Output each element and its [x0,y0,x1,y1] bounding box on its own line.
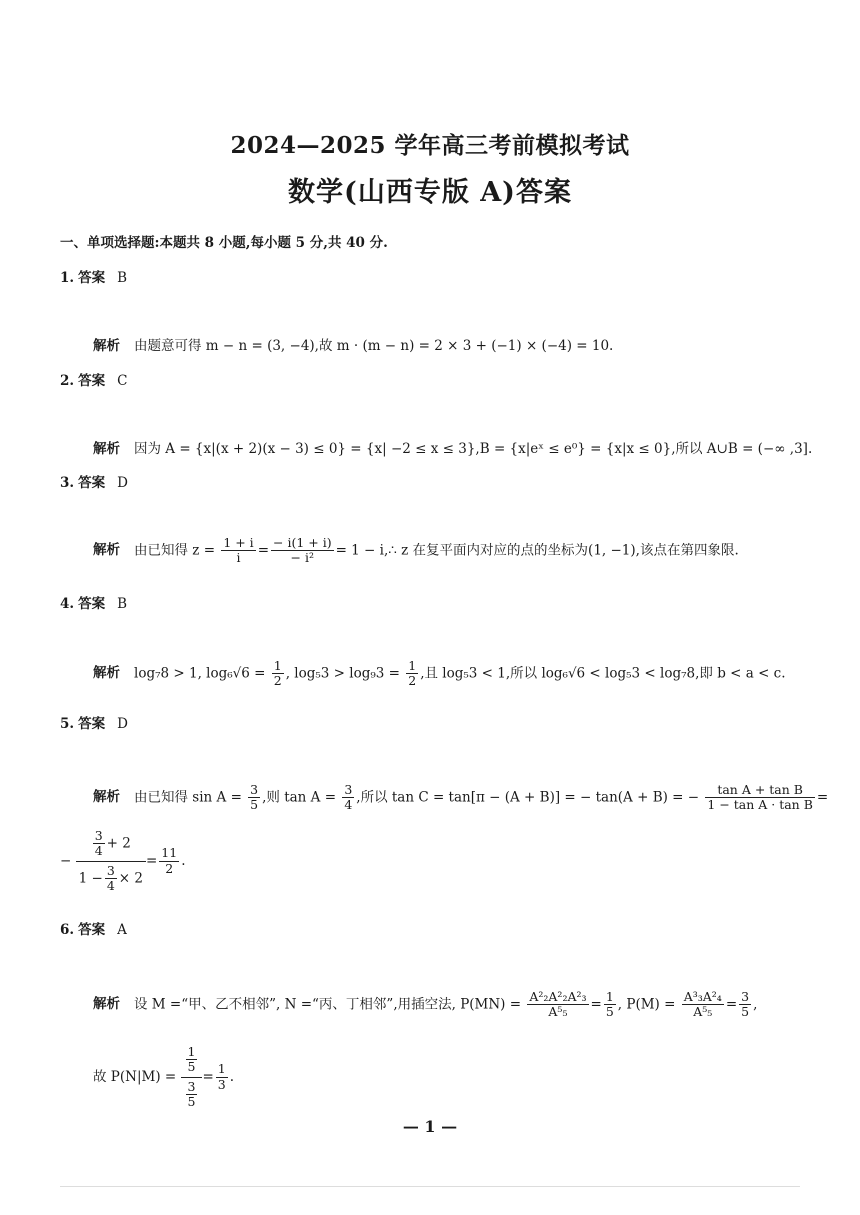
fraction-denominator: 2 [408,673,417,689]
q6-number: 6. [60,922,75,938]
fraction-denominator: 2 [273,673,282,689]
fraction-denominator: 5 [605,1004,614,1020]
compound-denominator [76,862,146,894]
fraction-numerator: A³₃A²₄ [683,989,722,1004]
q5-minus: − [60,852,72,869]
fraction-numerator: 3 [344,782,353,797]
fraction-denominator: 3 [217,1076,226,1092]
fraction-denominator: 4 [344,797,353,813]
fraction-numerator: 1 [217,1061,226,1077]
q5-analysis-a: 由已知得 sin A = [134,789,242,806]
bottom-divider [60,1186,800,1187]
answer-label: 答案 [78,475,106,491]
fraction-numerator: 3 [94,828,103,843]
answer-label: 答案 [78,596,106,612]
compound-numerator [181,1045,203,1078]
q5-fraction-tan [342,783,354,813]
fraction-denominator: A⁵₅ [548,1004,568,1020]
q5-fraction-tan-sum [705,783,815,813]
fraction-denominator: 4 [94,843,103,859]
answer-label: 答案 [78,373,106,389]
fraction-denominator: A⁵₅ [693,1004,713,1020]
fraction-denominator: − i² [290,550,315,566]
q5-analysis-line-1 [93,783,828,813]
q6-fraction-pm [682,990,724,1020]
q5-analysis-b: ,则 tan A = [262,789,337,806]
q1-answer-line [60,266,127,286]
fraction-numerator: 3 [250,782,259,797]
q5-den-head: 1 − [78,870,103,887]
q3-answer-line [60,471,128,491]
fraction-numerator: A²₂A²₂A²₃ [529,989,587,1004]
q5-number: 5. [60,716,75,732]
fraction-numerator: − i(1 + i) [273,535,332,550]
q1-analysis: 由题意可得 m − n = (3, −4),故 m · (m − n) = 2 × 3 + (−1) × (−4) = 10. [134,338,614,354]
analysis-label: 解析 [93,441,120,457]
q6-inner-one-fifth [186,1045,198,1075]
fraction-numerator: 3 [106,862,115,878]
q6-answer-line [60,918,127,938]
fraction-denominator: 5 [187,1094,196,1110]
page-number: — 1 — [402,1117,458,1136]
q4-analysis-a: log₇8 > 1, log₆√6 = [134,665,266,682]
fraction-numerator: 1 [605,989,614,1004]
fraction-numerator: 1 [187,1044,196,1059]
section-heading: 一、单项选择题:本题共 8 小题,每小题 5 分,共 40 分. [60,235,388,251]
analysis-label: 解析 [93,338,120,354]
q6-answer: A [117,922,127,938]
q5-eq: = [816,789,829,806]
q1-analysis-line [93,334,613,354]
fraction-numerator: 11 [161,845,178,861]
analysis-label: 解析 [93,996,120,1013]
q6-line2-a: 故 P(N|M) = [93,1068,177,1085]
q6-fraction-one-fifth [604,990,616,1020]
answer-label: 答案 [78,716,106,732]
q3-analysis-pre: 由已知得 z = [134,542,216,559]
q3-number: 3. [60,475,75,491]
analysis-label: 解析 [93,542,120,559]
q5-den-tail: × 2 [118,870,143,887]
q2-analysis-line [93,437,812,457]
fraction-numerator: 1 [408,658,417,673]
fraction-numerator: 1 [273,658,282,673]
exam-subtitle: 数学(山西专版 A)答案 [288,177,572,208]
q3-analysis-line: 解析 由已知得 z = $\frac{1 + i}{i}$ = $\frac{- i(1 + i)}{\text{− i²}}$ = 1 − i,∴ z 在复平面内对应的点的坐标为(1, −1),该点在第四象限. [93,535,739,566]
q6-result-fraction [216,1062,228,1092]
q4-answer-line [60,592,127,612]
fraction-numerator: 3 [187,1078,196,1094]
q6-fraction-three-fifths [739,990,751,1020]
fraction-denominator: 5 [187,1059,196,1075]
q6-analysis-a: 设 M =“甲、乙不相邻”, N =“丙、丁相邻”,用插空法, P(MN) = [134,996,522,1013]
fraction-denominator: 1 − tan A · tan B [707,797,813,813]
answer-label: 答案 [78,922,106,938]
q5-eq2: = [145,852,158,869]
analysis-label: 解析 [93,789,120,806]
q5-answer-line [60,712,128,732]
q4-analysis-b: , log₅3 > log₉3 = [285,665,400,682]
q5-analysis-line-2 [60,829,185,894]
q6-analysis-line-1: 解析 设 M =“甲、乙不相邻”, N =“丙、丁相邻”,用插空法, P(MN) = $\frac{\text{A²₂A²₂A²₃}}{\text{A⁵₅}}$ = $\frac{1}{5}$ , P(M) = $\frac{\text{A³₃A²₄}}{\text{A⁵₅}}$ = $\frac{3}{5}$ , [93,989,758,1020]
q6-fraction-pmn [527,990,588,1020]
q4-analysis-c: ,且 log₅3 < 1,所以 log₆√6 < log₅3 < log₇8,即 b < a < c. [420,665,786,682]
q6-comma: , [753,996,758,1013]
q5-result-fraction [159,846,179,876]
compound-numerator [76,829,146,862]
q3-analysis-post: = 1 − i,∴ z 在复平面内对应的点的坐标为(1, −1),该点在第四象限. [335,542,739,559]
q3-fraction-2 [271,536,334,566]
fraction-denominator: 5 [741,1004,750,1020]
q2-analysis: 因为 A = {x|(x + 2)(x − 3) ≤ 0} = {x| −2 ≤ x ≤ 3},B = {x|eˣ ≤ e⁰} = {x|x ≤ 0},所以 A∪B = (−∞ ,3]. [134,441,813,457]
q1-answer: B [117,270,128,286]
q6-analysis-line-2: 故 P(N|M) = $\frac{\frac{1}{5}}{\frac{3}{5}}$ = $\frac{1}{3}$ . [93,1044,235,1110]
q1-number: 1. [60,270,75,286]
q4-answer: B [117,596,128,612]
q5-num-tail: + 2 [106,835,131,852]
q6-inner-three-fifths [186,1080,198,1110]
q4-fraction-half-2 [406,659,418,689]
analysis-label: 解析 [93,665,120,682]
q5-answer: D [117,716,128,732]
fraction-denominator: 4 [106,878,115,894]
q2-number: 2. [60,373,75,389]
q3-answer: D [117,475,128,491]
q6-period: . [229,1068,235,1085]
answer-label: 答案 [78,270,106,286]
q3-fraction-1 [221,536,255,566]
fraction-denominator: 5 [250,797,259,813]
q5-inner-fraction-top [93,829,105,859]
q6-analysis-b: , P(M) = [617,996,676,1013]
fraction-numerator: 1 + i [223,535,254,550]
fraction-denominator: 2 [165,860,174,876]
q4-number: 4. [60,596,75,612]
q4-fraction-half-1 [272,659,284,689]
fraction-numerator: 3 [741,989,750,1004]
exam-title: 2024—2025 学年高三考前模拟考试 [230,132,630,159]
fraction-numerator: tan A + tan B [705,783,815,798]
compound-denominator [181,1078,203,1110]
q5-compound-fraction [76,829,146,894]
q2-answer-line [60,369,127,389]
q5-period: . [181,852,186,869]
q5-inner-fraction-bottom [105,864,117,894]
q4-analysis-line [93,659,786,689]
fraction-denominator: i [236,550,241,566]
q5-analysis-c: ,所以 tan C = tan[π − (A + B)] = − tan(A + B) = − [356,789,700,806]
q2-answer: C [117,373,128,389]
q5-fraction-sin [248,783,260,813]
q6-compound-fraction [181,1045,203,1110]
